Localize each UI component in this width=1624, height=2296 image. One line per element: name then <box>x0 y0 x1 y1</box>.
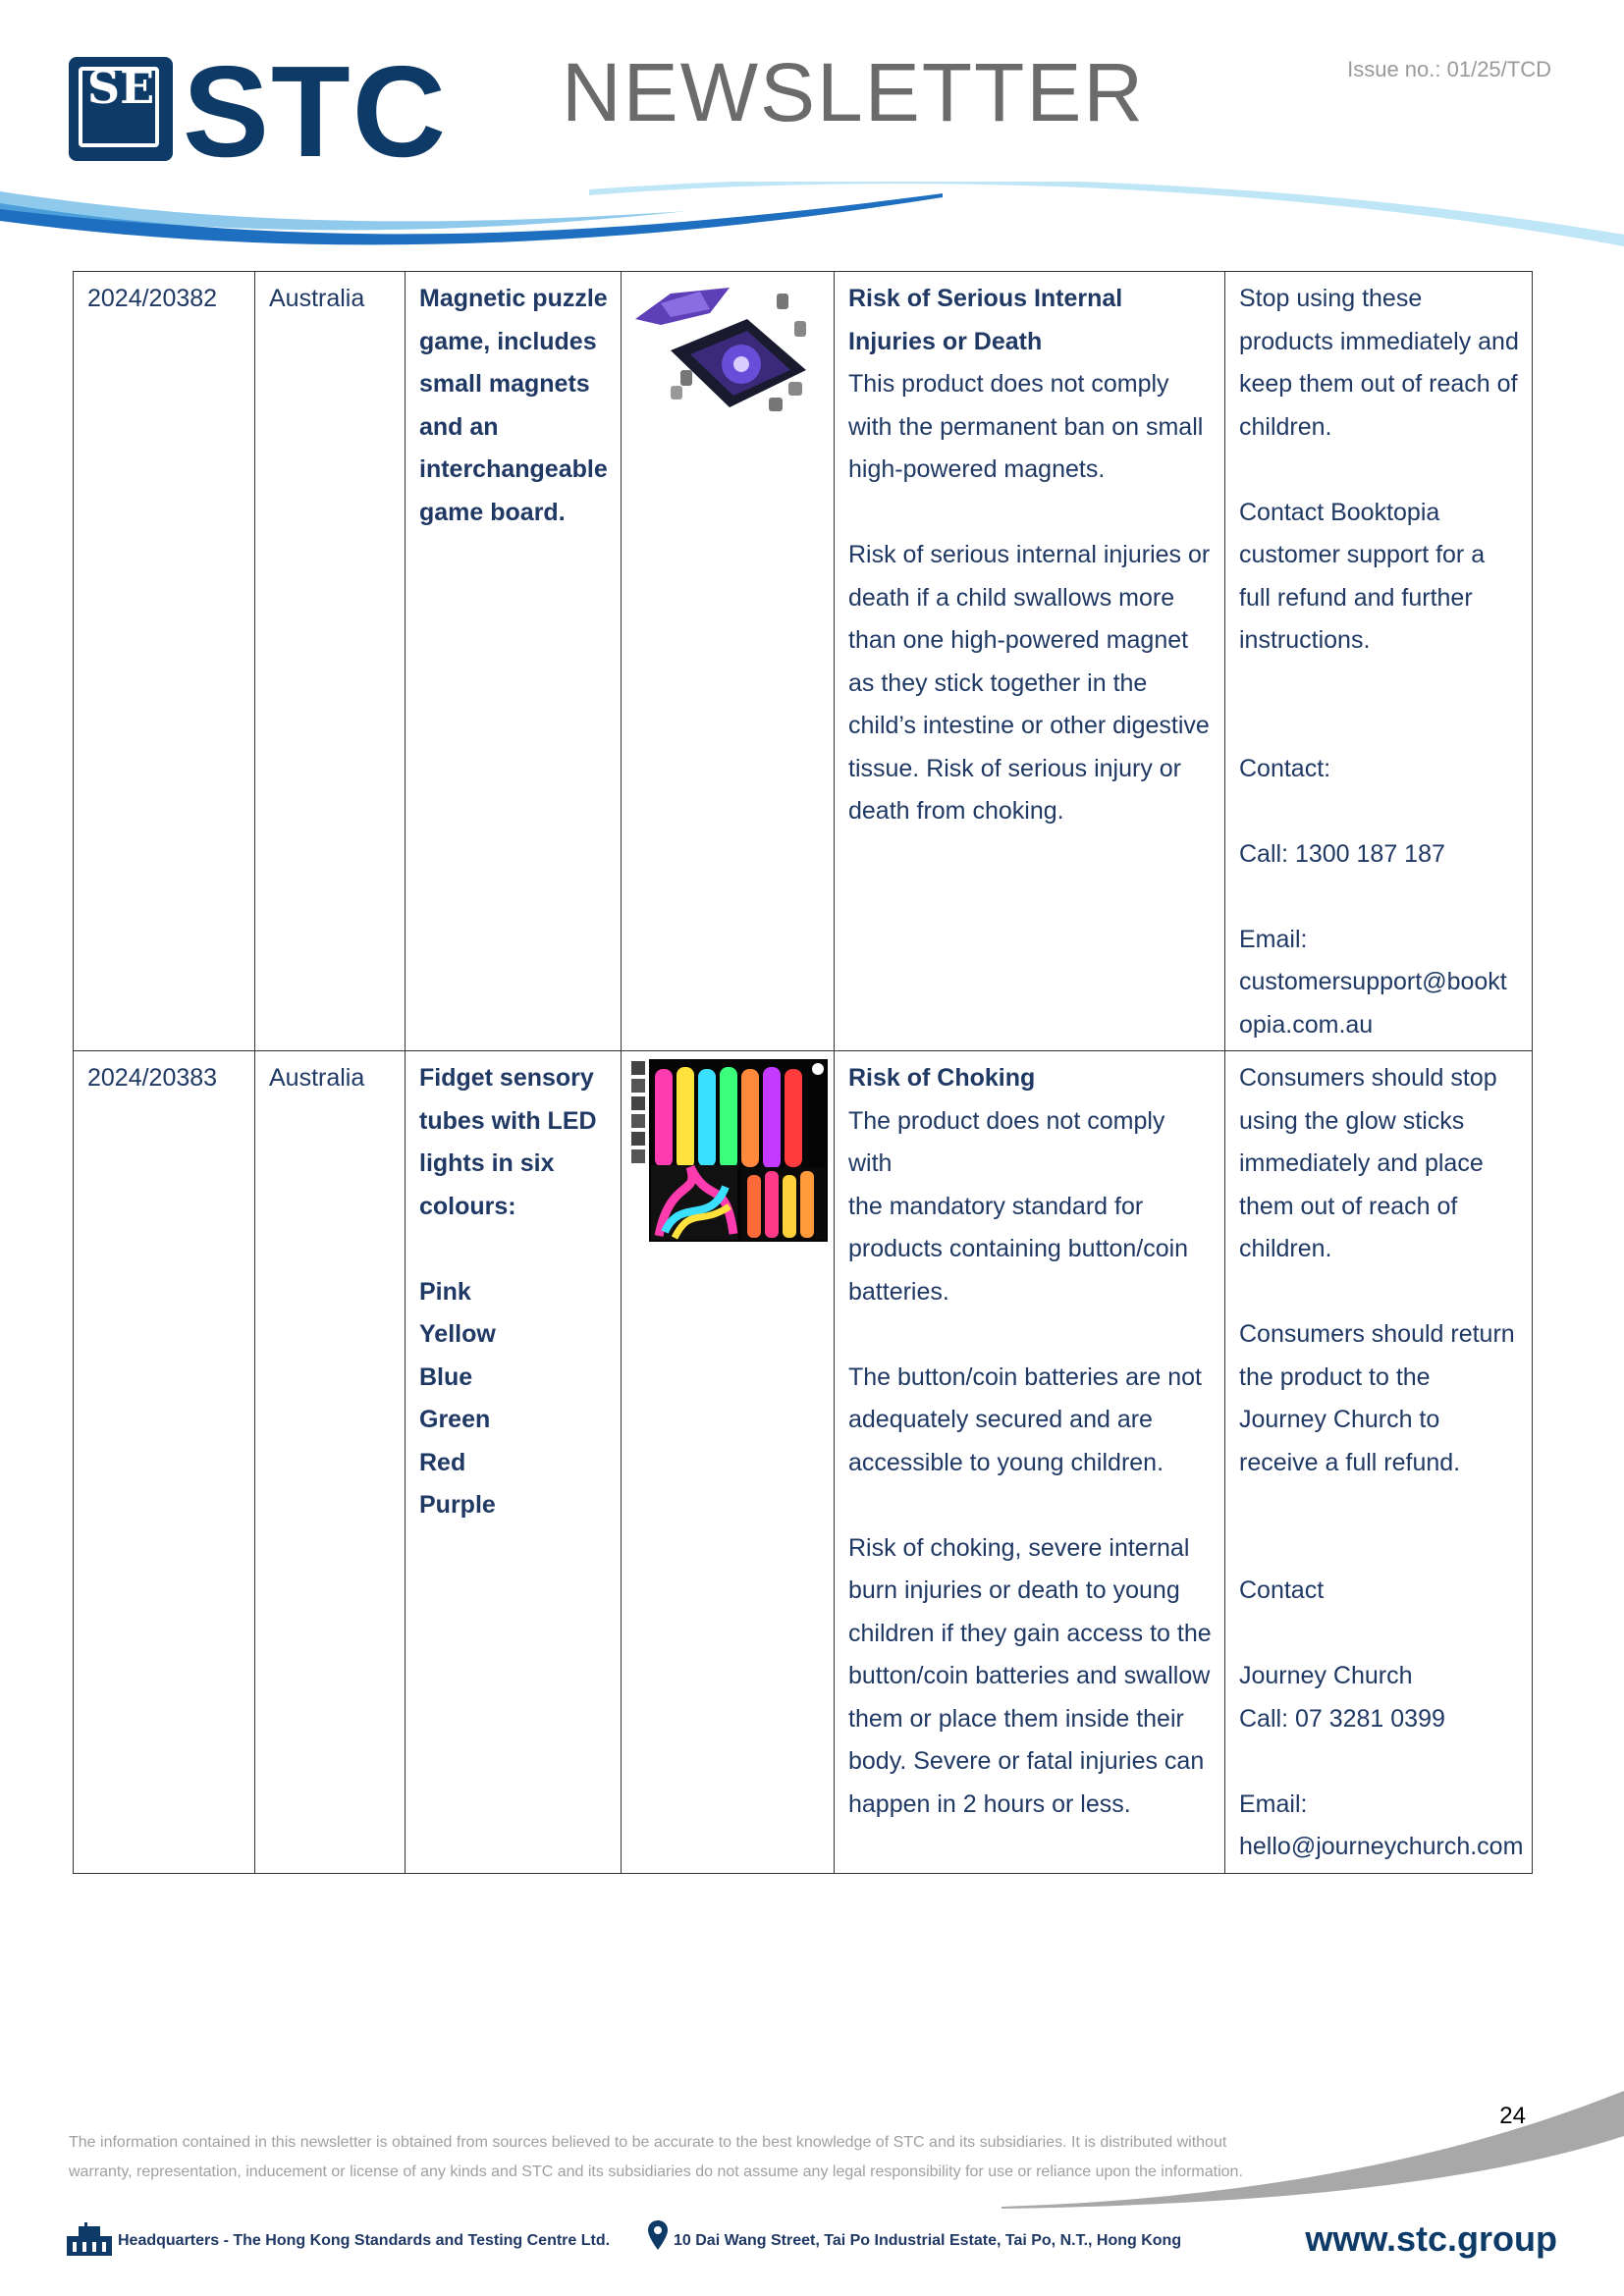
newsletter-title: NEWSLETTER <box>562 46 1146 138</box>
hazard-text: death if a child swallows more <box>848 583 1175 612</box>
stc-logo-icon <box>69 57 173 161</box>
hazard-text: The product does not comply with <box>848 1106 1165 1177</box>
hazard-cell <box>835 272 1225 1051</box>
reference-number: 2024/20382 <box>87 285 218 312</box>
hazard-text: This product does not comply <box>848 370 1169 398</box>
remedy-text: the product to the <box>1239 1362 1431 1391</box>
colour-item: Purple <box>419 1491 496 1519</box>
image-cell <box>622 272 835 1051</box>
hazard-text: happen in 2 hours or less. <box>848 1789 1131 1818</box>
hazard-text: Risk of serious internal injuries or <box>848 541 1211 568</box>
hazard-text: tissue. Risk of serious injury or <box>848 754 1182 782</box>
page-header <box>0 0 1624 255</box>
product-cell <box>406 272 622 1051</box>
contact-phone: Call: 07 3281 0399 <box>1239 1704 1445 1733</box>
remedy-text: them out of reach of <box>1239 1192 1458 1220</box>
colour-item: Yellow <box>419 1320 496 1348</box>
remedy-text: products immediately and <box>1239 327 1519 355</box>
hazard-text: The button/coin batteries are not <box>848 1362 1202 1391</box>
logo-glyph: SE <box>86 61 155 114</box>
hazard-text: than one high-powered magnet <box>848 626 1189 654</box>
hazard-text: child’s intestine or other digestive <box>848 712 1210 739</box>
contact-name: Journey Church <box>1239 1662 1413 1689</box>
email-label: Email: <box>1239 1789 1308 1818</box>
product-line: and an <box>419 412 499 441</box>
remedy-text: using the glow sticks <box>1239 1106 1465 1135</box>
country: Australia <box>269 1064 365 1092</box>
location-pin-icon <box>648 2220 668 2250</box>
contact-phone: Call: 1300 187 187 <box>1239 839 1445 868</box>
logo-text: STC <box>183 39 448 184</box>
reference-cell <box>74 1051 255 1874</box>
contact-email: opia.com.au <box>1239 1010 1374 1039</box>
country-cell <box>255 1051 406 1874</box>
page-number: 24 <box>1499 2103 1526 2129</box>
contact-label: Contact <box>1239 1576 1325 1604</box>
page-footer <box>65 2220 1557 2260</box>
hazard-text: as they stick together in the <box>848 668 1148 697</box>
hazard-text: high-powered magnets. <box>848 455 1106 483</box>
contact-email: hello@journeychurch.com <box>1239 1833 1524 1860</box>
hazard-text: burn injuries or death to young <box>848 1576 1180 1604</box>
disclaimer-line: warranty, representation, inducement or license of any kinds and STC and its subsidiaries do not assume any legal responsibility for use or reliance upon the information. <box>69 2163 1243 2180</box>
product-line: tubes with LED <box>419 1106 597 1135</box>
building-icon <box>65 2222 114 2256</box>
product-line: colours: <box>419 1192 516 1220</box>
colour-item: Red <box>419 1448 466 1476</box>
hazard-text: with the permanent ban on small <box>848 412 1204 441</box>
hazard-title: Risk of Choking <box>848 1064 1036 1092</box>
product-line: interchangeable <box>419 455 608 483</box>
product-line: lights in six <box>419 1149 555 1177</box>
country-cell <box>255 272 406 1051</box>
contact-label: Contact: <box>1239 754 1331 782</box>
reference-cell <box>74 272 255 1051</box>
table-row <box>74 1051 1533 1874</box>
email-label: Email: <box>1239 925 1308 953</box>
address-text: 10 Dai Wang Street, Tai Po Industrial Estate, Tai Po, N.T., Hong Kong <box>674 2232 1182 2249</box>
hazard-text: children if they gain access to the <box>848 1619 1212 1647</box>
recall-table <box>73 271 1533 1874</box>
disclaimer-line: The information contained in this newsletter is obtained from sources believed to be accurate to the best knowledge of STC and its subsidiaries. It is distributed without <box>69 2134 1227 2151</box>
table-row <box>74 272 1533 1051</box>
hazard-text: button/coin batteries and swallow <box>848 1662 1211 1689</box>
image-cell <box>622 1051 835 1874</box>
colour-item: Green <box>419 1406 491 1433</box>
hazard-text: accessible to young children. <box>848 1448 1164 1476</box>
fidget-sensory-tubes-image <box>631 1059 828 1242</box>
hazard-text: death from choking. <box>848 797 1064 825</box>
headquarters-text: Headquarters - The Hong Kong Standards and Testing Centre Ltd. <box>118 2232 611 2249</box>
remedy-text: children. <box>1239 1235 1332 1262</box>
contact-email: customersupport@bookt <box>1239 968 1507 995</box>
remedy-text: receive a full refund. <box>1239 1448 1461 1476</box>
remedy-text: customer support for a <box>1239 541 1486 568</box>
header-swoosh-icon <box>0 182 1624 250</box>
disclaimer <box>69 2128 1306 2187</box>
product-cell <box>406 1051 622 1874</box>
hazard-text: products containing button/coin <box>848 1235 1189 1262</box>
hazard-text: batteries. <box>848 1277 949 1306</box>
country: Australia <box>269 285 365 312</box>
hazard-text: Risk of choking, severe internal <box>848 1533 1190 1562</box>
colour-item: Blue <box>419 1362 473 1391</box>
remedy-text: children. <box>1239 412 1332 441</box>
hazard-title: Injuries or Death <box>848 327 1043 355</box>
product-line: small magnets <box>419 370 590 398</box>
hazard-text: them or place them inside their <box>848 1704 1184 1733</box>
remedy-text: Contact Booktopia <box>1239 498 1440 526</box>
remedy-text: immediately and place <box>1239 1149 1484 1177</box>
website-link[interactable]: www.stc.group <box>1305 2218 1557 2259</box>
hazard-text: body. Severe or fatal injuries can <box>848 1747 1205 1775</box>
remedy-text: instructions. <box>1239 626 1371 654</box>
remedy-text: Stop using these <box>1239 285 1423 312</box>
product-line: game board. <box>419 498 566 526</box>
colour-item: Pink <box>419 1277 471 1306</box>
issue-number: Issue no.: 01/25/TCD <box>1347 57 1551 81</box>
remedy-text: Consumers should stop <box>1239 1064 1497 1092</box>
remedy-cell <box>1225 272 1533 1051</box>
magnetic-puzzle-game-image <box>631 280 824 427</box>
product-line: Magnetic puzzle <box>419 285 608 312</box>
hazard-cell <box>835 1051 1225 1874</box>
reference-number: 2024/20383 <box>87 1064 218 1092</box>
hazard-text: adequately secured and are <box>848 1406 1153 1433</box>
product-line: Fidget sensory <box>419 1064 594 1092</box>
remedy-text: Consumers should return <box>1239 1320 1515 1348</box>
remedy-text: Journey Church to <box>1239 1406 1440 1433</box>
product-line: game, includes <box>419 327 597 355</box>
remedy-text: full refund and further <box>1239 583 1473 612</box>
hazard-text: the mandatory standard for <box>848 1192 1144 1220</box>
remedy-text: keep them out of reach of <box>1239 370 1518 398</box>
remedy-cell <box>1225 1051 1533 1874</box>
hazard-title: Risk of Serious Internal <box>848 285 1123 312</box>
